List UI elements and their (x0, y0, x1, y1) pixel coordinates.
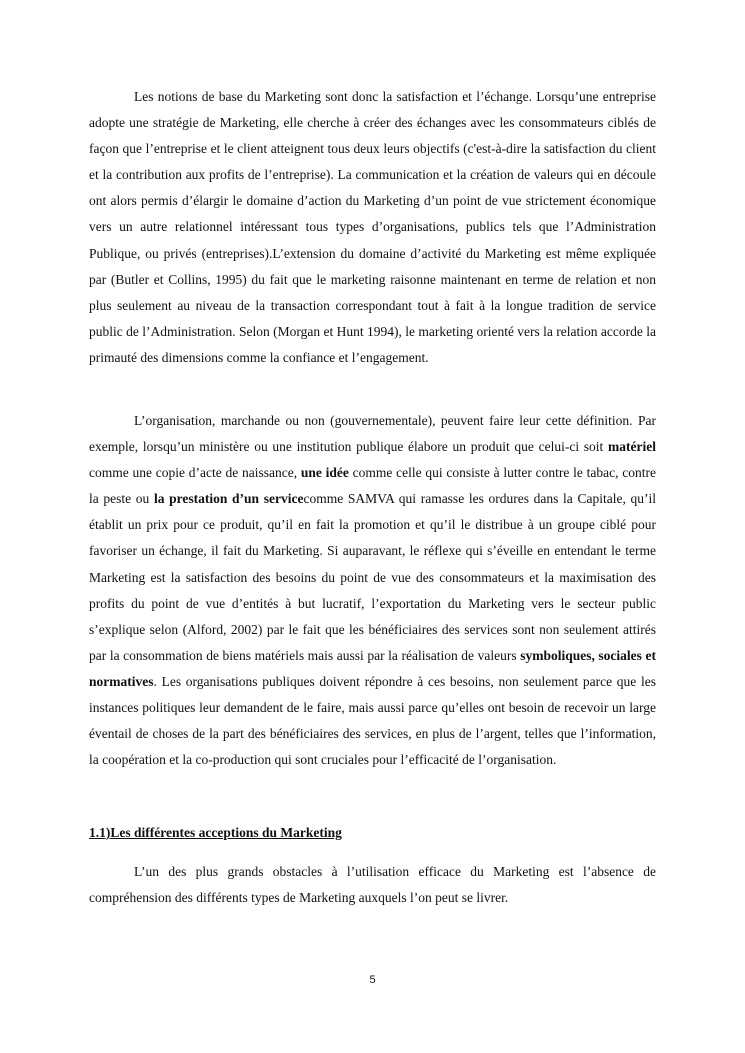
paragraph-3: L’un des plus grands obstacles à l’utilisation efficace du Marketing est l’absence de compréhension des différents types de Marketing auxquels l’on peut se livrer. (89, 864, 656, 906)
bold-term-materiel: matériel (608, 439, 656, 455)
paragraph-2-text-2: comme une copie d’acte de naissance, (89, 465, 301, 481)
paragraph-2-text-5: . Les organisations publiques doivent répondre à ces besoins, non seulement parce que les instances politiques leur demandent de le faire, mais aussi parce qu’elles ont besoin de recevoir un large éventail de choses de la part des bénéficiaires des services, en plus de l’argent, telles que l’information, la coopération et la co-production qui sont cruciales pour l’efficacité de l’organisation. (89, 673, 656, 768)
section-heading: 1.1)Les différentes acceptions du Marketing (89, 825, 342, 840)
paragraph-2-text-3: comme celle qui consiste à lutter contre le tabac, contre la peste ou (89, 465, 656, 507)
paragraph-2 (89, 408, 656, 773)
bold-term-valeurs: symboliques, sociales et normatives (89, 647, 656, 689)
bold-term-prestation: la prestation d’un service (153, 491, 304, 507)
paragraph-2-text-4: comme SAMVA qui ramasse les ordures dans la Capitale, qu’il établit un prix pour ce produit, qu’il en fait la promotion et qu’il le distribue à un groupe ciblé pour favoriser un échange, il fait du Marketing. Si auparavant, le réflexe qui s’éveille en entendant le terme Marketing est la satisfaction des besoins du point de vue des consommateurs et la maximisation des profits du point de vue d’entités à but lucratif, l’exportation du Marketing vers le secteur public s’explique selon (Alford, 2002) par le fait que les bénéficiaires des services sont non seulement attirés par la consommation de biens matériels mais aussi par la réalisation de valeurs (89, 491, 656, 663)
bold-term-idee: une idée (300, 465, 349, 481)
paragraph-2-text-1: L’organisation, marchande ou non (gouvernementale), peuvent faire leur cette définition. Par exemple, lorsqu’un ministère ou une institution publique élabore un produit que celui-ci soit (89, 413, 656, 455)
page-number: 5 (369, 974, 376, 986)
paragraph-1: Les notions de base du Marketing sont donc la satisfaction et l’échange. Lorsqu’une entreprise adopte une stratégie de Marketing, elle cherche à créer des échanges avec les consommateurs ciblés de façon que l’entreprise et le client atteignent tous deux leurs objectifs (c'est-à-dire la satisfaction du client et la contribution aux profits de l’entreprise). La communication et la création de valeurs qui en découle ont alors permis d’élargir le domaine d’action du Marketing d’un point de vue strictement économique vers un autre relationnel intéressant tous types d’organisations, publics tels que l’Administration Publique, ou privés (entreprises).L’extension du domaine d’activité du Marketing est même expliquée par (Butler et Collins, 1995) du fait que le marketing raisonne maintenant en terme de relation et non plus seulement au niveau de la transaction correspondant tout à fait à la longue tradition de service public de l’Administration. Selon (Morgan et Hunt 1994), le marketing orienté vers la relation accorde la primauté des dimensions comme la confiance et l’engagement. (89, 89, 656, 365)
